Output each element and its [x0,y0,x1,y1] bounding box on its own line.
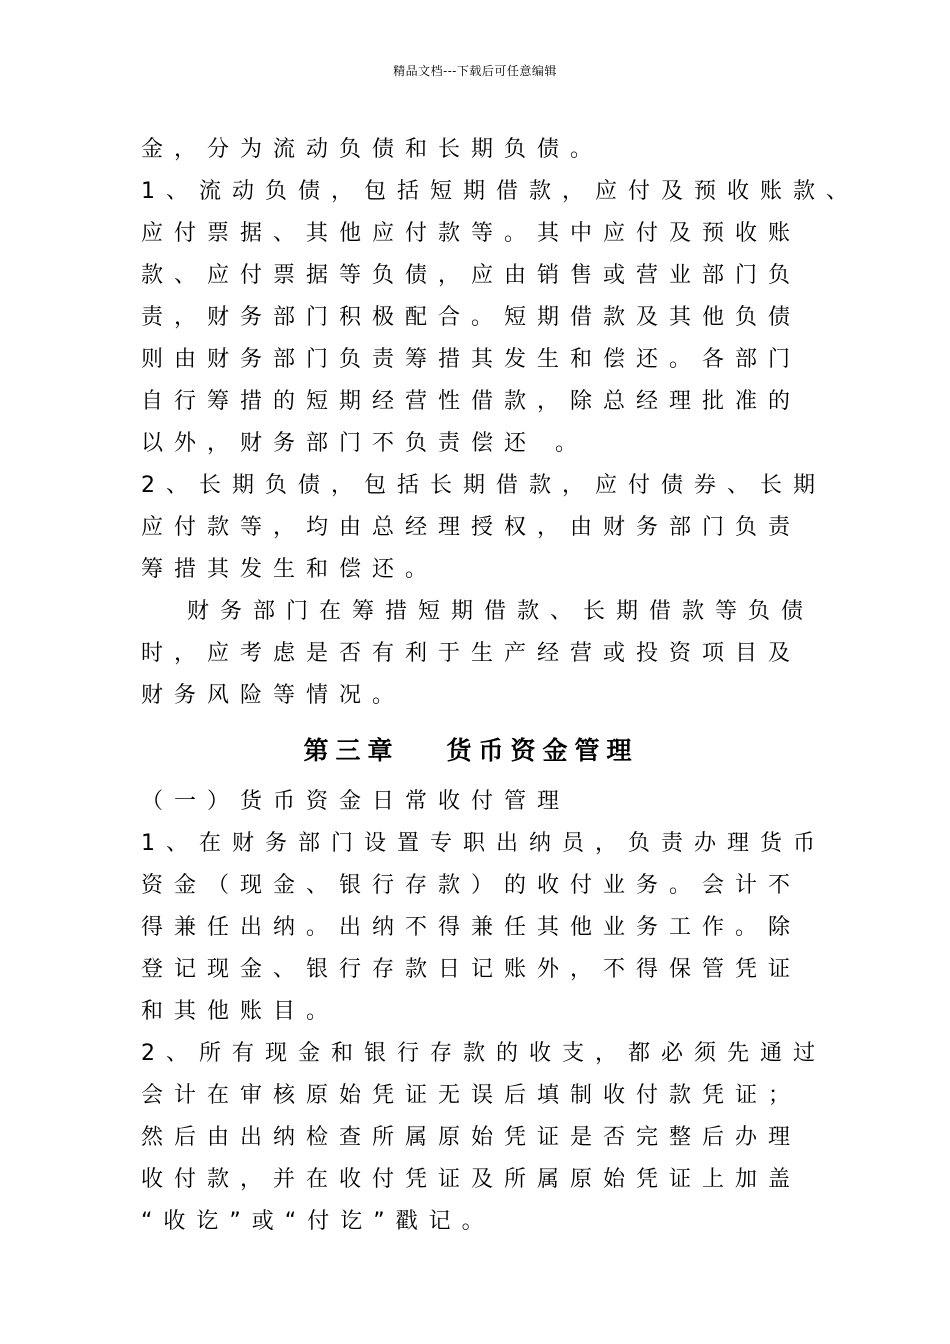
text-line: 应付票据、其他应付款等。其中应付及预收账 [141,221,802,246]
text-line: 资金（现金、银行存款）的收付业务。会计不 [141,873,802,898]
chapter-title: 第三章 货币资金管理 [303,736,639,765]
text-line: 2、所有现金和银行存款的收支，都必须先通过 [141,1041,826,1066]
text-line: 和其他账目。 [141,999,340,1024]
text-line: 然后由出纳检查所属原始凭证是否完整后办理 [141,1125,802,1150]
text-line: 以外，财务部门不负责偿还 。 [141,431,588,456]
paragraph-first-line: 财务部门在筹措短期借款、长期借款等负债 [187,599,815,624]
text-line: 1、流动负债，包括短期借款，应付及预收账款、 [141,179,859,204]
text-line: 应付款等，均由总经理授权，由财务部门负责 [141,515,802,540]
text-line: 款、应付票据等负债，应由销售或营业部门负 [141,263,802,288]
text-line: 时，应考虑是否有利于生产经营或投资项目及 [141,641,802,666]
section-heading: （一）货币资金日常收付管理 [141,789,571,814]
text-line: 会计在审核原始凭证无误后填制收付款凭证； [141,1083,802,1108]
text-line: 责，财务部门积极配合。短期借款及其他负债 [141,305,802,330]
text-line: 收付款，并在收付凭证及所属原始凭证上加盖 [141,1167,802,1192]
text-line: 金，分为流动负债和长期负债。 [141,137,604,162]
text-line: “收讫”或“付讫”戳记。 [141,1209,495,1234]
text-line: 财务风险等情况。 [141,683,406,708]
page-header: 精品文档---下载后可任意编辑 [393,64,557,78]
text-line: 筹措其发生和偿还。 [141,557,439,582]
document-body [141,132,859,1246]
text-line: 登记现金、银行存款日记账外，不得保管凭证 [141,957,802,982]
text-line: 1、在财务部门设置专职出纳员，负责办理货币 [141,831,826,856]
text-line: 则由财务部门负责筹措其发生和偿还。各部门 [141,347,802,372]
text-line: 得兼任出纳。出纳不得兼任其他业务工作。除 [141,915,802,940]
text-line: 2、长期负债，包括长期借款，应付债券、长期 [141,473,826,498]
text-line: 自行筹措的短期经营性借款，除总经理批准的 [141,389,802,414]
